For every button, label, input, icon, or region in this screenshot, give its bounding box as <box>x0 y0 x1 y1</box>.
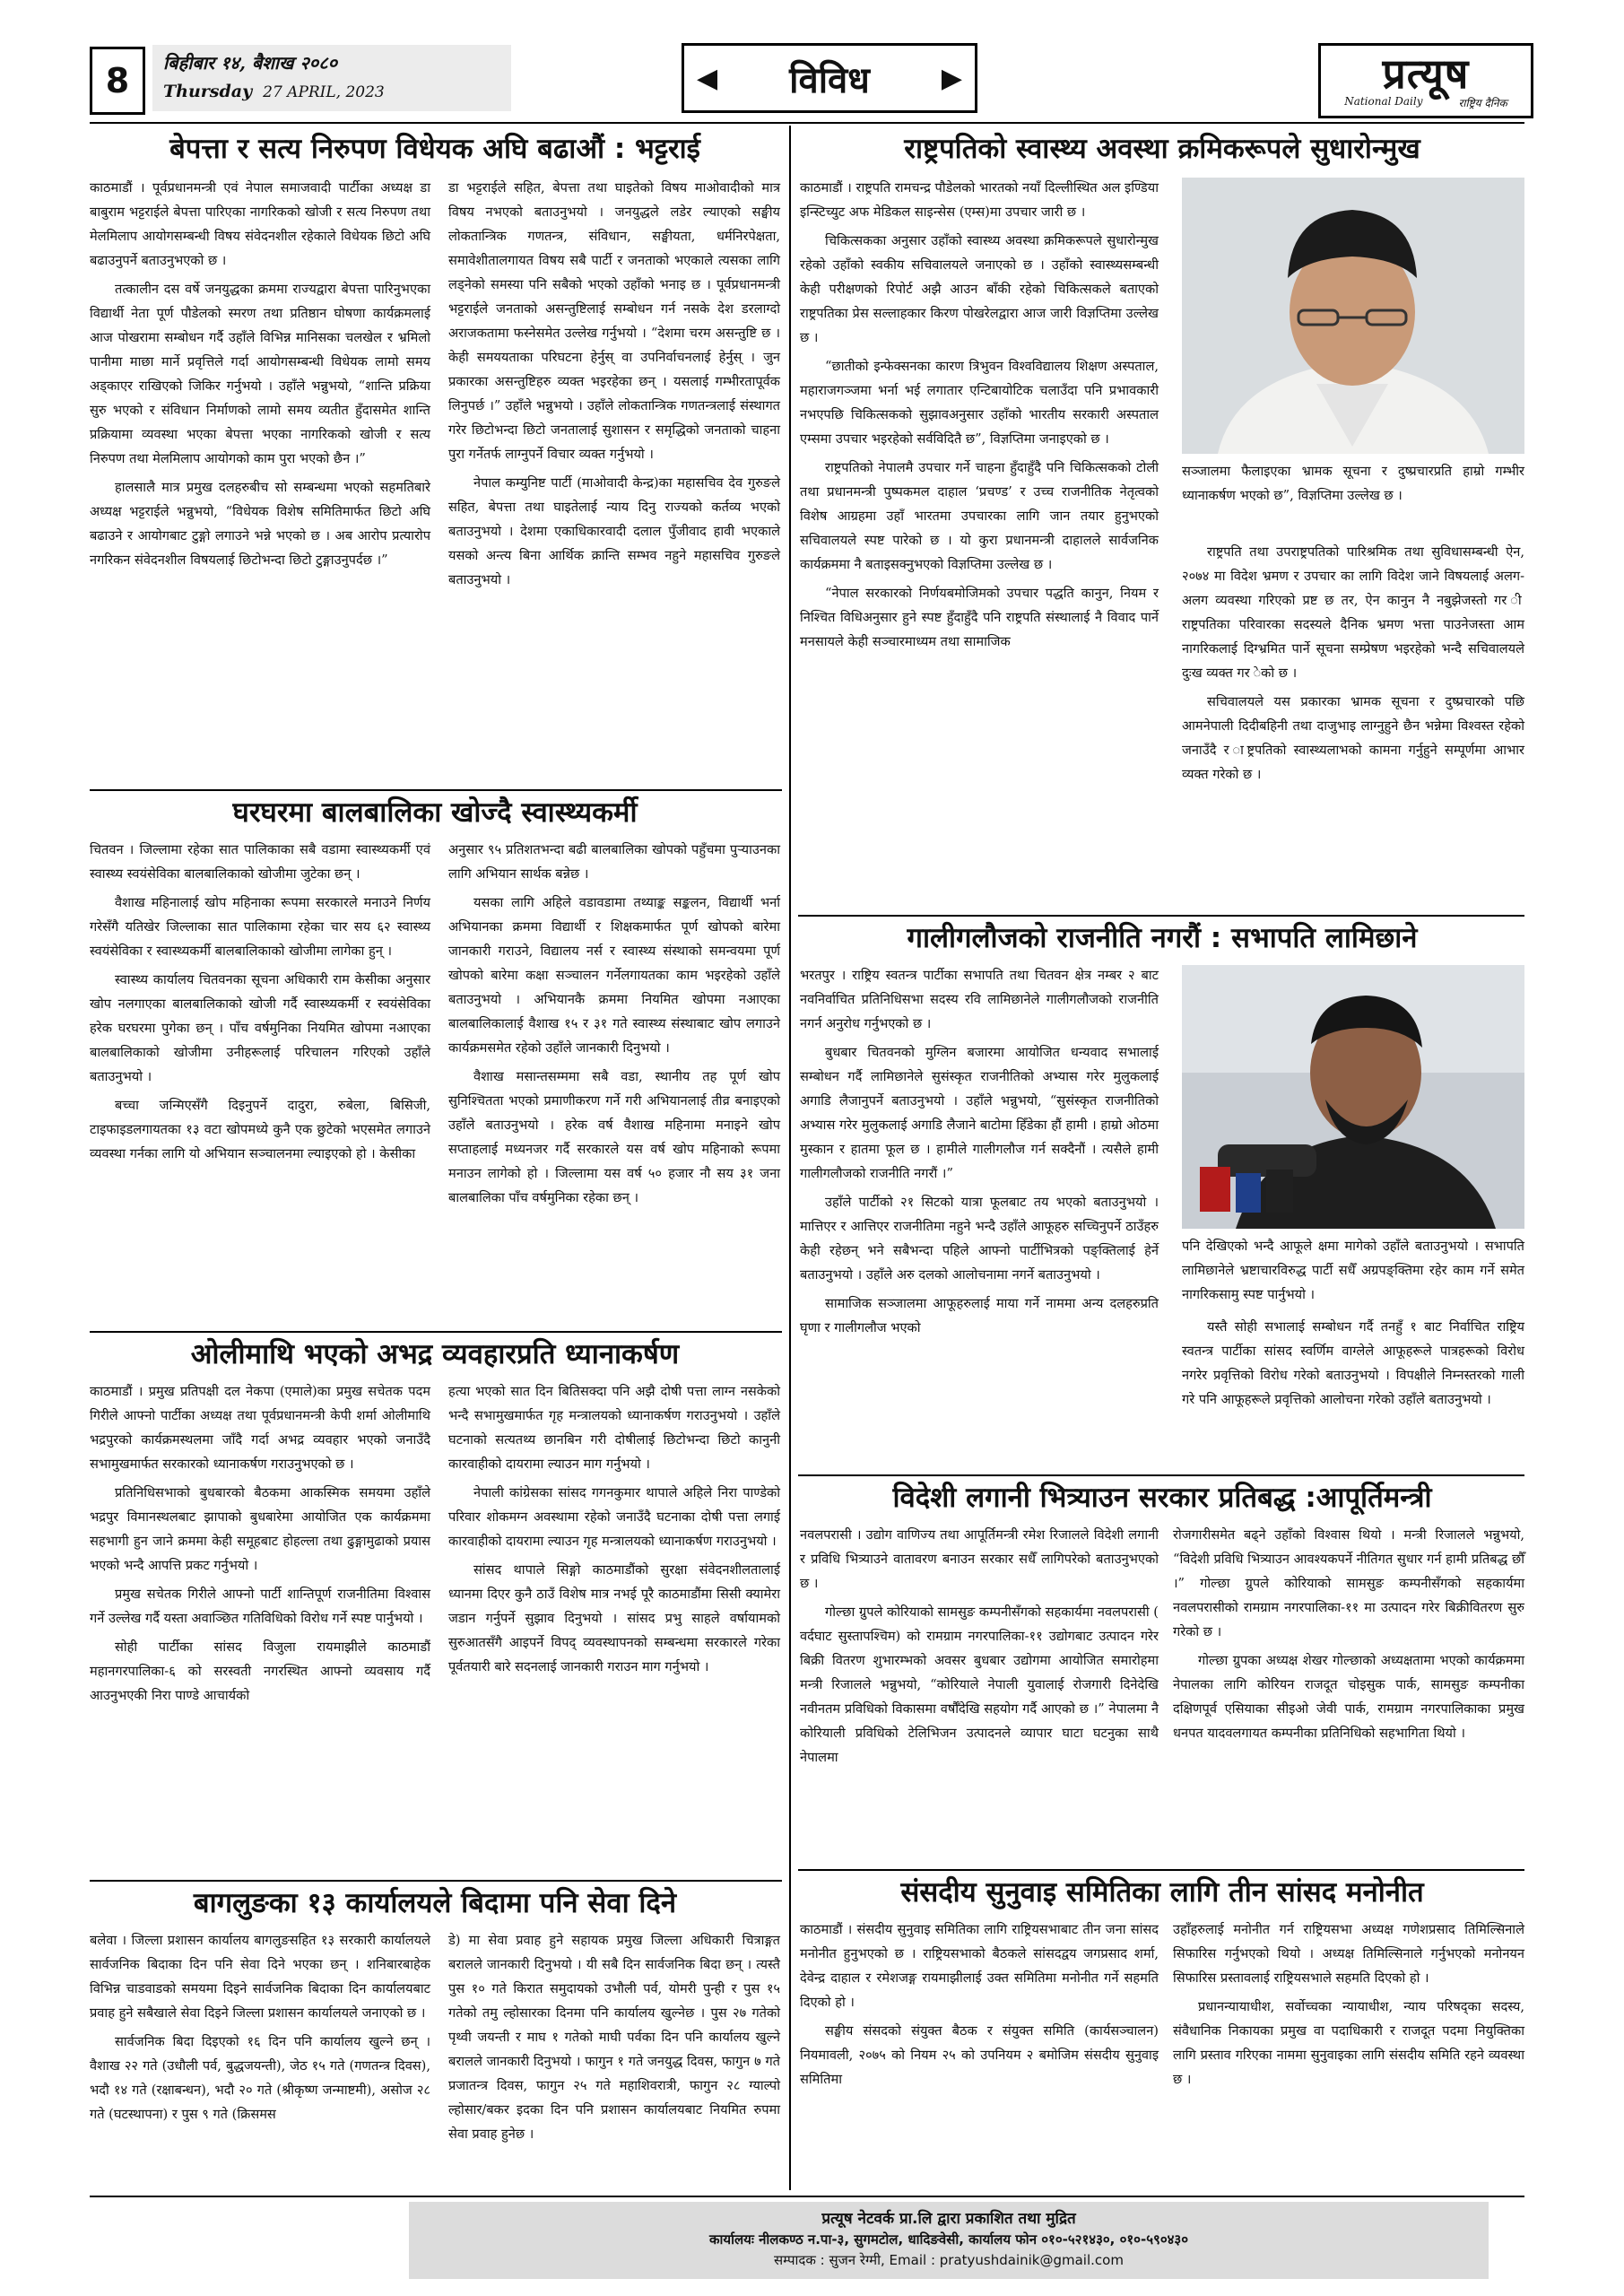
paragraph: यस्तै सोही सभालाई सम्बोधन गर्दै तनहुँ १ बाट निर्वाचित राष्ट्रिय स्वतन्त्र पार्टीका सांसद स्वर्णिम वाग्लेले आफूहरूले पात्रहरूको विरोध नगरेर प्रवृत्तिको विरोध गरेको बताउनुभयो । विपक्षीले निम्नस्तरको गाली गरे पनि आफूहरूले प्रवृत्तिको आलोचना गरेको उहाँले बताउनुभयो । <box>1182 1319 1524 1407</box>
paragraph: बुधबार चितवनको मुग्लिन बजारमा आयोजित धन्यवाद सभालाई सम्बोधन गर्दै लामिछानेले सुसंस्कृत राजनीतिको अभ्यास गरेर मुलुकलाई अगाडि लैजानुपर्ने बताउनुभयो । उहाँले भन्नुभयो, “सुसंस्कृत राजनीतिको अभ्यास गरेर मुलुकलाई अगाडि लैजाने बाटोमा हिँडेका हौं हामी । हाम्रो ओठमा मुस्कान र हातमा फूल छ । हामीले गालीगलौज गर्न सक्दैनौं । त्यसैले हामी गालीगलौजको राजनीति नगरौं ।” <box>800 1045 1159 1181</box>
section-title: विविध <box>789 59 870 101</box>
paragraph: काठमाडौं । राष्ट्रपति रामचन्द्र पौडेलको भारतको नयाँ दिल्लीस्थित अल इण्डिया इन्स्टिच्युट अफ मेडिकल साइन्सेस (एम्स)मा उपचार जारी छ । <box>800 180 1159 220</box>
article-a3-col1 <box>90 1379 430 1878</box>
paragraph: हालसालै मात्र प्रमुख दलहरुबीच सो सम्बन्धमा भएको सहमतिबारे अध्यक्ष भट्टराईले भन्नुभयो, “विधेयक विशेष समितिमार्फत छिटो अघि बढाउने र आयोगबाट टुङ्गो लगाउने भन्ने भएको छ । अब आरोप प्रत्यारोप नगरिकन संवेदनशील विषयलाई छिटोभन्दा छिटो टुङ्गाउनुपर्दछ ।” <box>90 480 430 568</box>
paragraph: सामाजिक सञ्जालमा आफूहरुलाई माया गर्ने नाममा अन्य दलहरुप्रति घृणा र गालीगलौज भएको <box>800 1296 1159 1335</box>
footer-publisher: प्रत्यूष नेटवर्क प्रा.लि द्वारा प्रकाशित तथा मुद्रित <box>821 2210 1076 2228</box>
masthead <box>90 43 1524 120</box>
right-arrow-icon: ▶ <box>941 62 962 94</box>
article-a6-caption: पनि देखिएको भन्दै आफूले क्षमा मागेको उहाँले बताउनुभयो । सभापति लामिछानेले भ्रष्टाचारविरुद्ध पार्टी सधैँ अग्रपङ्क्तिमा रहेर काम गर्ने समेत नागरिकसामु स्पष्ट पार्नुभयो । <box>1182 1239 1524 1302</box>
paragraph: प्रधानन्यायाधीश, सर्वोच्चका न्यायाधीश, न्याय परिषद्का सदस्य, संवैधानिक निकायका प्रमुख वा पदाधिकारी र राजदूत पदमा नियुक्तिका लागि प्रस्ताव गरिएका नाममा सुनुवाइका लागि संसदीय समिति रहने व्यवस्था छ । <box>1173 1999 1524 2087</box>
article-a3-col2 <box>448 1379 780 1878</box>
article-a4-col2 <box>448 1928 780 2190</box>
paragraph: प्रमुख सचेतक गिरीले आफ्नो पार्टी शान्तिपूर्ण राजनीतिमा विश्वास गर्ने उल्लेख गर्दै यस्ता अवाञ्छित गतिविधिको विरोध गर्ने स्पष्ट पार्नुभयो । <box>90 1587 430 1626</box>
paragraph: भरतपुर । राष्ट्रिय स्वतन्त्र पार्टीका सभापति तथा चितवन क्षेत्र नम्बर २ बाट नवनिर्वाचित प्रतिनिधिसभा सदस्य रवि लामिछानेले गालीगलौजको राजनीति नगर्न अनुरोध गर्नुभएको छ । <box>800 968 1159 1031</box>
logo-sub <box>1344 95 1507 110</box>
newspaper-logo <box>1318 43 1533 118</box>
footer-office: कार्यालयः नीलकण्ठ न.पा-३, सुगमटोल, धादिङवेसी, कार्यालय फोन ०१०-५२१४३०, ०१०-५९०४३० <box>708 2231 1189 2248</box>
paragraph: डा भट्टराईले सहित, बेपत्ता तथा घाइतेको विषय माओवादीको मात्र विषय नभएको बताउनुभयो । जनयुद्धले लडेर ल्याएको सङ्घीय लोकतान्त्रिक गणतन्त्र, संविधान, सङ्घीयता, धर्मनिरपेक्षता, समावेशीतालगायत विषय सबै पार्टी र जनताको भएकाले त्यसका लागि लड्नेको समस्या पनि सबैको भएको उहाँको भनाइ छ । पूर्वप्रधानमन्त्री भट्टराईले जनताको असन्तुष्टिलाई सम्बोधन गर्न नसके देश डरलाग्दो अराजकतामा फस्नेसमेत उल्लेख गर्नुभयो । “देशमा चरम असन्तुष्टि छ । केही समययताका परिघटना हेर्नुस् वा उपनिर्वाचनलाई हेर्नुस् । जुन प्रकारका असन्तुष्टिहरु व्यक्त भइरहेका छन् । यसलाई गम्भीरतापूर्वक लिनुपर्छ ।” उहाँले भन्नुभयो । उहाँले लोकतान्त्रिक गणतन्त्रलाई संस्थागत गरेर छिटोभन्दा छिटो जनतालाई सुशासन र समृद्धिको जनताको चाहना पुरा गर्नेतर्फ लाग्नुपर्ने विचार व्यक्त गर्नुभयो । <box>448 180 780 462</box>
article-a2-col1 <box>90 838 430 1329</box>
article-a4-col1 <box>90 1928 430 2190</box>
page-number: 8 <box>90 47 145 115</box>
paragraph: चिकित्सकका अनुसार उहाँको स्वास्थ्य अवस्था क्रमिकरूपले सुधारोन्मुख रहेको उहाँको स्वकीय सचिवालयले जनाएको छ । उहाँको स्वास्थ्यसम्बन्धी केही परीक्षणको रिपोर्ट अझै आउन बाँकी रहेको चिकित्सकले बताएको राष्ट्रपतिका प्रेस सल्लाहकार किरण पोखरेलद्वारा आज जारी विज्ञप्तिमा उल्लेख छ । <box>800 233 1159 345</box>
paragraph: सचिवालयले यस प्रकारका भ्रामक सूचना र दुष्प्रचारको पछि आमनेपाली दिदीबहिनी तथा दाजुभाइ लाग्नुहुने छैन भन्नेमा विश्वस्त रहेको जनाउँदै र ाष्ट्रपतिको स्वास्थ्यलाभको कामना गर्नुहुने सम्पूर्णमा आभार व्यक्त गरेको छ । <box>1182 694 1524 782</box>
paragraph: राष्ट्रपतिको नेपालमै उपचार गर्ने चाहना हुँदाहुँदै पनि चिकित्सकको टोली तथा प्रधानमन्त्री पुष्पकमल दाहाल ‘प्रचण्ड’ र उच्च राजनीतिक नेतृत्वको विशेष आग्रहमा उहाँ भारतमा उपचारका लागि जान तयार हुनुभएको सचिवालयले स्पष्ट पारेको छ । यो कुरा प्रधानमन्त्री दाहालले सार्वजनिक कार्यक्रममा नै बताइसक्नुभएको विज्ञप्तिमा उल्लेख छ । <box>800 460 1159 572</box>
article-a6-col2 <box>1182 1315 1524 1469</box>
article-a2-col2 <box>448 838 780 1329</box>
footer-rule <box>90 2196 1524 2197</box>
headline-a7: विदेशी लगानी भित्र्याउन सरकार प्रतिबद्ध :आपूर्तिमन्त्री <box>892 1482 1432 1514</box>
footer-editor: सम्पादक : सुजन रेग्मी, Email : pratyushdainik@gmail.com <box>774 2252 1124 2268</box>
logo-sub-en: National Daily <box>1344 94 1423 108</box>
article-a5-col1 <box>800 176 1159 911</box>
paragraph: वैशाख मसान्तसम्ममा सबै वडा, स्थानीय तह पूर्ण खोप सुनिश्चितता भएको प्रमाणीकरण गर्ने गरी अभियानलाई तीव्र बनाइएको उहाँले बताउनुभयो । हरेक वर्ष वैशाख महिनामा मनाइने खोप सप्ताहलाई मध्यनजर गर्दै सरकारले यस वर्ष खोप महिनाको रूपमा मनाउन लागेको हो । जिल्लामा यस वर्ष ५० हजार नौ सय ३१ जना बालबालिका पाँच वर्षमुनिका रहेका छन् । <box>448 1069 780 1205</box>
paragraph: सांसद थापाले सिङ्गो काठमाडौंको सुरक्षा संवेदनशीलतालाई ध्यानमा दिएर कुनै ठाउँ विशेष मात्र नभई पूरै काठमाडौंमा सिसी क्यामेरा जडान गर्नुपर्ने सुझाव दिनुभयो । सांसद प्रभु साहले वर्षायामको सुरुआतसँगै आइपर्ने विपद् व्यवस्थापनको सम्बन्धमा सरकारले गरेका पूर्वतयारी बारे सदनलाई जानकारी गराउन माग गर्नुभयो । <box>448 1562 780 1674</box>
masthead-rule <box>90 122 1524 124</box>
paragraph: सङ्घीय संसदको संयुक्त बैठक र संयुक्त समिति (कार्यसञ्चालन) नियमावली, २०७५ को नियम २५ को उपनियम २ बमोजिम संसदीय सुनुवाइ समितिमा <box>800 2023 1159 2087</box>
paragraph: स्वास्थ्य कार्यालय चितवनका सूचना अधिकारी राम केसीका अनुसार खोप नलगाएका बालबालिकाको खोजी गर्दै स्वास्थ्यकर्मी र स्वयंसेविका हरेक घरघरमा पुगेका छन् । पाँच वर्षमुनिका नियमित खोपमा नआएका बालबालिकाको खोजीमा उनीहरूलाई परिचालन गरिएको उहाँले बताउनुभयो । <box>90 972 430 1084</box>
date-block <box>152 45 511 111</box>
paragraph: “छातीको इन्फेक्सनका कारण त्रिभुवन विश्वविद्यालय शिक्षण अस्पताल, महाराजगञ्जमा भर्ना भई लगातार एन्टिबायोटिक चलाउँदा पनि प्रभावकारी नभएपछि चिकित्सकको सुझावअनुसार उहाँको भारतीय सरकारी अस्पताल एम्समा उपचार भइरहेको सर्वविदितै छ”, विज्ञप्तिमा जनाइएको छ । <box>800 359 1159 447</box>
paragraph: काठमाडौं । संसदीय सुनुवाइ समितिका लागि राष्ट्रियसभाबाट तीन जना सांसद मनोनीत हुनुभएको छ । राष्ट्रियसभाको बैठकले सांसदद्वय जगप्रसाद शर्मा, देवेन्द्र दाहाल र रमेशजङ्ग रायमाझीलाई उक्त समितिमा मनोनीत गर्ने सहमति दिएको हो । <box>800 1922 1159 2010</box>
logo-name: प्रत्यूष <box>1382 48 1470 98</box>
article-a7-col2 <box>1173 1523 1524 1749</box>
paragraph: बच्चा जन्मिएसँगै दिइनुपर्ने दादुरा, रुबेला, बिसिजी, टाइफाइडलगायतका १३ वटा खोपमध्ये कुनै एक छुटेको भएसमेत लगाउने व्यवस्था गर्नका लागि यो अभियान सञ्चालनमा ल्याइएको हो । केसीका <box>90 1098 430 1161</box>
article-a1-col1 <box>90 176 430 787</box>
article-a8-col2 <box>1173 1918 1524 2190</box>
date-english <box>163 82 500 101</box>
paragraph: नेपाली कांग्रेसका सांसद गगनकुमार थापाले अहिले निरा पाण्डेको परिवार शोकमग्न अवस्थामा रहेको जनाउँदै घटनाका दोषी पत्ता लगाई कारवाहीको दायरामा ल्याउन गृह मन्त्रालयको ध्यानाकर्षण गराउनुभयो । <box>448 1485 780 1549</box>
paragraph: चितवन । जिल्लामा रहेका सात पालिकाका सबै वडामा स्वास्थ्यकर्मी एवं स्वास्थ्य स्वयंसेविका बालबालिकाको खोजीमा जुटेका छन् । <box>90 842 430 882</box>
logo-sub-np: राष्ट्रिय दैनिक <box>1458 96 1507 109</box>
headline-a3: ओलीमाथि भएको अभद्र व्यवहारप्रति ध्यानाकर्षण <box>190 1338 680 1370</box>
paragraph: काठमाडौं । पूर्वप्रधानमन्त्री एवं नेपाल समाजवादी पार्टीका अध्यक्ष डा बाबुराम भट्टराईले बेपत्ता पारिएका नागरिकको खोजी र सत्य निरुपण तथा मेलमिलाप आयोगसम्बन्धी विषय संवेदनशील रहेकाले विधेयक छिटो अघि बढाउनुपर्ने बताउनुभएको छ । <box>90 180 430 268</box>
paragraph: अनुसार ९५ प्रतिशतभन्दा बढी बालबालिका खोपको पहुँचमा पुऱ्याउनका लागि अभियान सार्थक बन्नेछ । <box>448 842 780 882</box>
weekday: Thursday <box>163 82 253 101</box>
paragraph: गोल्छा ग्रुपले कोरियाको सामसुङ कम्पनीसँगको सहकार्यमा नवलपरासी ( वर्दघाट सुस्तापश्चिम) को रामग्राम नगरपालिका-११ उद्योगबाट उत्पादन गरेर बिक्री वितरण शुभारम्भको अवसर बुधबार उद्योगमा आयोजित समारोहमा मन्त्री रिजालले भन्नुभयो, “कोरियाले नेपाली युवालाई रोजगारी दिनेदेखि नवीनतम प्रविधिको विकासमा वर्षौँदेखि सहयोग गर्दै आएको छ ।” नेपालमा नै कोरियाली प्रविधिको टेलिभिजन उत्पादनले व्यापार घाटा घटनुका साथै नेपालमा <box>800 1605 1159 1765</box>
paragraph: नवलपरासी । उद्योग वाणिज्य तथा आपूर्तिमन्त्री रमेश रिजालले विदेशी लगानी र प्रविधि भित्र्याउने वातावरण बनाउन सरकार सधैँ लागिपरेको बताउनुभएको छ । <box>800 1527 1159 1591</box>
section-title-box <box>682 43 977 113</box>
headline-a1: बेपत्ता र सत्य निरुपण विधेयक अघि बढाऔं : भट्टराई <box>169 133 700 165</box>
paragraph: तत्कालीन दस वर्षे जनयुद्धका क्रममा राज्यद्वारा बेपत्ता पारिनुभएका विद्यार्थी नेता पूर्ण पौडेलको स्मरण तथा प्रतिष्ठान घोषणा कार्यक्रमलाई आज पोखरामा सम्बोधन गर्दै उहाँले विभिन्न मानिसका चलखेल र भ्रमिलो पानीमा माछा मार्ने प्रवृत्तिले गर्दा आयोगसम्बन्धी विधेयक लामो समय अड्काएर राखिएको जिकिर गर्नुभयो । उहाँले भन्नुभयो, “शान्ति प्रक्रिया सुरु भएको र संविधान निर्माणको लामो समय व्यतीत हुँदासमेत शान्ति प्रक्रियामा व्यवस्था भएका बेपत्ता भएका नागरिकको खोजी र सत्य निरुपण तथा मेलमिलाप आयोगको काम पुरा भएको छैन ।” <box>90 282 430 466</box>
article-a1-col2 <box>448 176 780 787</box>
date-nepali: बिहीबार १४, बैशाख २०८० <box>163 52 337 74</box>
article-a5-col2 <box>1182 540 1524 911</box>
paragraph: राष्ट्रपति तथा उपराष्ट्रपतिको पारिश्रमिक तथा सुविधासम्बन्धी ऐन, २०७४ मा विदेश भ्रमण र उपचार का लागि विदेश जाने विषयलाई अलग-अलग व्यवस्था गरिएको प्रष्ट छ तर, ऐन कानुन नै नबुझेजस्तो गर ी राष्ट्रपतिका परिवारका सदस्यले दैनिक भ्रमण भत्ता पाउनेजस्ता आम नागरिकलाई दिग्भ्रमित पार्ने सूचना सम्प्रेषण भइरहेको भन्दै सचिवालयले दुःख व्यक्त गर ेको छ । <box>1182 544 1524 681</box>
paragraph: सार्वजनिक बिदा दिइएको १६ दिन पनि कार्यालय खुल्ने छन् । वैशाख २२ गते (उधौली पर्व, बुद्धजयन्ती), जेठ १५ गते (गणतन्त्र दिवस), भदौ १४ गते (रक्षाबन्धन), भदौ २० गते (श्रीकृष्ण जन्माष्टमी), असोज २८ गते (घटस्थापना) र पुस ९ गते (क्रिसमस <box>90 2034 430 2122</box>
headline-a6: गालीगलौजको राजनीति नगरौं : सभापति लामिछाने <box>907 922 1418 954</box>
paragraph: काठमाडौं । प्रमुख प्रतिपक्षी दल नेकपा (एमाले)का प्रमुख सचेतक पदम गिरीले आफ्नो पार्टीका अध्यक्ष तथा पूर्वप्रधानमन्त्री केपी शर्मा ओलीमाथि भद्रपुरको कार्यक्रमस्थलमा जाँदै गर्दा अभद्र व्यवहार भएको जनाउँदै सभामुखमार्फत सरकारको ध्यानाकर्षण गराउनुभएको छ । <box>90 1384 430 1472</box>
lamichhane-speaking-image <box>1182 965 1524 1229</box>
paragraph: नेपाल कम्युनिष्ट पार्टी (माओवादी केन्द्र)का महासचिव देव गुरुङले सहित, बेपत्ता तथा घाइतेलाई न्याय दिनु राज्यको कर्तव्य भएको बताउनुभयो । देशमा एकाधिकारवादी दलाल पुँजीवाद हावी भएकाले यसको अन्त्य बिना आर्थिक क्रान्ति सम्भव नहुने महासचिव गुरुङले बताउनुभयो । <box>448 475 780 587</box>
paragraph: प्रतिनिधिसभाको बुधबारको बैठकमा आकस्मिक समयमा उहाँले भद्रपुर विमानस्थलबाट झापाको बुधबारेमा आयोजित एक कार्यक्रममा सहभागी हुन जाने क्रममा केही समूहबाट होहल्ला तथा ढुङ्गामुढाको प्रयास भएको भन्दै आपत्ति प्रकट गर्नुभयो । <box>90 1485 430 1573</box>
article-a7-col1 <box>800 1523 1159 1765</box>
paragraph: उहाँले पार्टीको २१ सिटको यात्रा फूलबाट तय भएको बताउनुभयो । मात्तिएर र आत्तिएर राजनीतिमा नहुने भन्दै उहाँले आफूहरु सच्चिनुपर्ने ठाउँहरु केही रहेछन् भने सबैभन्दा पहिले आफ्नो पार्टीभित्रको पङ्क्तिलाई हेर्ने बताउनुभयो । उहाँले अरु दलको आलोचनामा नगर्ने बताउनुभयो । <box>800 1195 1159 1283</box>
paragraph: डे) मा सेवा प्रवाह हुने सहायक प्रमुख जिल्ला अधिकारी चित्राङ्गत बरालले जानकारी दिनुभयो । यी सबै दिन सार्वजनिक बिदा छन् । त्यस्तै पुस १० गते किरात समुदायको उभौली पर्व, योमरी पुन्ही र पुस १५ गतेको तमु ल्होसारका दिनमा पनि कार्यालय खुल्नेछ । पुस २७ गतेको पृथ्वी जयन्ती र माघ १ गतेको माघी पर्वका दिन पनि कार्यालय खुल्ने बरालले जानकारी दिनुभयो । फागुन १ गते जनयुद्ध दिवस, फागुन ७ गते प्रजातन्त्र दिवस, फागुन २५ गते महाशिवरात्री, फागुन २८ ग्याल्पो ल्होसार/बकर इदका दिन पनि प्रशासन कार्यालयबाट नियमित रुपमा सेवा प्रवाह हुनेछ । <box>448 1933 780 2142</box>
president-photo <box>1182 178 1524 454</box>
president-portrait-image <box>1182 178 1524 454</box>
paragraph: गोल्छा ग्रुपका अध्यक्ष शेखर गोल्छाको अध्यक्षतामा भएको कार्यक्रममा नेपालका लागि कोरियन राजदूत चोइसुक पार्क, सामसुङ कम्पनीका दक्षिणपूर्व एसियाका सीइओ जेवी पार्क, रामग्राम नगरपालिकाका प्रमुख धनपत यादवलगायत कम्पनीका प्रतिनिधिको सहभागिता थियो । <box>1173 1653 1524 1741</box>
paragraph: उहाँहरुलाई मनोनीत गर्न राष्ट्रियसभा अध्यक्ष गणेशप्रसाद तिमिल्सिनाले सिफारिस गर्नुभएको थियो । अध्यक्ष तिमिल्सिनाले गर्नुभएको मनोनयन सिफारिस प्रस्तावलाई राष्ट्रियसभाले सहमति दिएको हो । <box>1173 1922 1524 1986</box>
date-en-text: 27 APRIL, 2023 <box>263 83 385 101</box>
paragraph: “नेपाल सरकारको निर्णयबमोजिमको उपचार पद्धति कानुन, नियम र निश्चित विधिअनुसार हुने स्पष्ट हुँदाहुँदै पनि राष्ट्रपति संस्थालाई नै विवाद पार्ने मनसायले केही सञ्चारमाध्यम तथा सामाजिक <box>800 586 1159 649</box>
article-a5-caption: सञ्जालमा फैलाइएका भ्रामक सूचना र दुष्प्रचारप्रति हाम्रो गम्भीर ध्यानाकर्षण भएको छ”, विज्ञप्तिमा उल्लेख छ । <box>1182 464 1524 503</box>
lamichhane-photo <box>1182 965 1524 1229</box>
paragraph: हत्या भएको सात दिन बितिसक्दा पनि अझै दोषी पत्ता लाग्न नसकेको भन्दै सभामुखमार्फत गृह मन्त्रालयको ध्यानाकर्षण गराउनुभयो । उहाँले घटनाको सत्यतथ्य छानबिन गरी दोषीलाई छिटोभन्दा छिटो कानुनी कारवाहीको दायरामा ल्याउन माग गर्नुभयो । <box>448 1384 780 1472</box>
left-arrow-icon: ◀ <box>697 62 718 94</box>
column-divider <box>789 126 791 2190</box>
paragraph: यसका लागि अहिले वडावडामा तथ्याङ्क सङ्कलन, विद्यार्थी भर्ना अभियानका क्रममा विद्यार्थी र शिक्षकमार्फत पूर्ण खोपको बारेमा जानकारी गराउने, विद्यालय नर्स र स्वास्थ्य संस्थाको समन्वयमा पूर्ण खोपको बारेमा कक्षा सञ्चालन गर्नेलगायतका काम भइरहेको उहाँले बताउनुभयो । अभियानकै क्रममा नियमित खोपमा नआएका बालबालिकालाई वैशाख १५ र ३१ गते स्वास्थ्य संस्थाबाट खोप लगाउने कार्यक्रमसमेत रहेको उहाँले जानकारी दिनुभयो । <box>448 895 780 1056</box>
headline-a5: राष्ट्रपतिको स्वास्थ्य अवस्था क्रमिकरूपले सुधारोन्मुख <box>904 133 1420 165</box>
headline-a4: बागलुङका १३ कार्यालयले बिदामा पनि सेवा दिने <box>193 1887 677 1919</box>
paragraph: बलेवा । जिल्ला प्रशासन कार्यालय बागलुङसहित १३ सरकारी कार्यालयले सार्वजनिक बिदाका दिन पनि सेवा दिने भएका छन् । शनिबारबाहेक विभिन्न चाडवाडको समयमा दिइने सार्वजनिक बिदाका दिन कार्यालयबाट प्रवाह हुने सबैखाले सेवा दिइने जिल्ला प्रशासन कार्यालयले जनाएको छ । <box>90 1933 430 2021</box>
paragraph: सोही पार्टीका सांसद विजुला रायमाझीले काठमाडौं महानगरपालिका-६ को सरस्वती नगरस्थित आफ्नो व्यवसाय गर्दै आउनुभएकी निरा पाण्डे आचार्यको <box>90 1639 430 1703</box>
paragraph: वैशाख महिनालाई खोप महिनाका रूपमा सरकारले मनाउने निर्णय गरेसँगै यतिखेर जिल्लाका सात पालिकामा रहेका चार सय ६२ स्वास्थ्य स्वयंसेविका र स्वास्थ्यकर्मी बालबालिकाको खोजीमा लागेका हुन् । <box>90 895 430 959</box>
article-a6-col1 <box>800 963 1159 1469</box>
imprint-footer <box>409 2202 1489 2279</box>
paragraph: रोजगारीसमेत बढ्ने उहाँको विश्वास थियो । मन्त्री रिजालले भन्नुभयो, “विदेशी प्रविधि भित्र्याउन आवश्यकपर्ने नीतिगत सुधार गर्न हामी प्रतिबद्ध छौँ ।” गोल्छा ग्रुपले कोरियाको सामसुङ कम्पनीसँगको सहकार्यमा नवलपरासीको रामग्राम नगरपालिका-११ मा उत्पादन गरेर बिक्रीवितरण सुरु गरेको छ । <box>1173 1527 1524 1639</box>
headline-a2: घरघरमा बालबालिका खोज्दै स्वास्थ्यकर्मी <box>232 796 638 829</box>
headline-a8: संसदीय सुनुवाइ समितिका लागि तीन सांसद मनोनीत <box>900 1876 1424 1909</box>
article-a8-col1 <box>800 1918 1159 2190</box>
